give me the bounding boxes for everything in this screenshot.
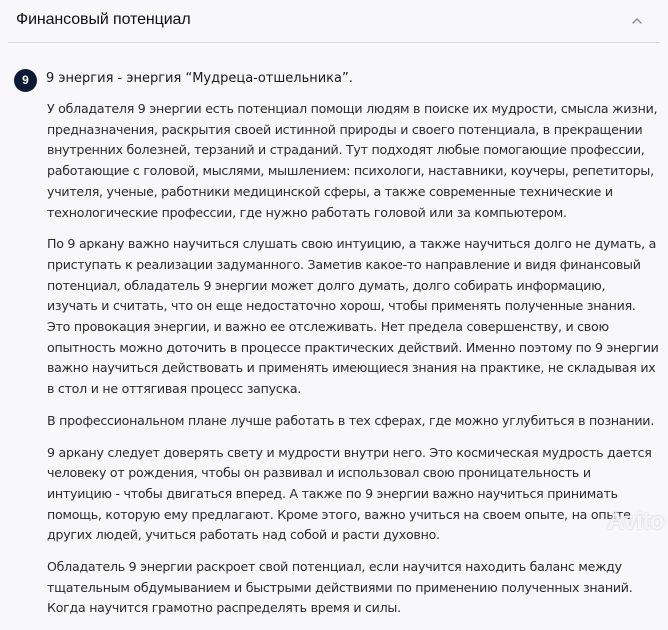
paragraph: 9 аркану следует доверять свету и мудрости внутри него. Это космическая мудрость дается человеку от рождения, чтобы он развивал и использовал свою проницательность и интуицию - чтобы двигаться вперед. А также по 9 энергии важно научиться принимать помощь, которую ему предлагают. Кроме этого, важно учиться на своем опыте, на опыте других людей, учиться работать над собой и расти духовно. [47,444,652,543]
accordion-title: Финансовый потенциал [16,11,191,28]
accordion-header-financial-potential[interactable] [8,0,660,43]
paragraph: В профессиональном плане лучше работать в тех сферах, где можно углубиться в познании. [47,412,654,428]
energy-title: 9 энергия - энергия “Мудреца-отшельника”. [46,71,353,86]
number-badge: 9 [14,69,37,92]
paragraph: Обладатель 9 энергии раскроет свой потенциал, если научится находить баланс между тщательным обдумыванием и быстрыми действиями по применению полученных знаний. Когда научится грамотно распределять время и силы. [47,559,633,616]
paragraph: У обладателя 9 энергии есть потенциал помощи людям в поиске их мудрости, смысла жизни, предназначения, раскрытия своей истинной природы и своего потенциала, в прекращении внутренних болезней, терзаний и страданий. Тут подходят любые помогающие профессии, работающие с головой, мыслями, мышлением: психологи, наставники, коучеры, репетиторы, учителя, ученые, работники медицинской сферы, а также современные технические и технологические профессии, где нужно работать головой или за компьютером. [47,101,658,220]
description-body [47,99,659,630]
chevron-up-icon[interactable] [630,13,644,27]
avito-watermark: Avito [607,508,664,535]
paragraph: По 9 аркану важно научиться слушать свою интуицию, а также научиться долго не думать, а приступать к реализации задуманного. Заметив какое-то направление и видя финансовый потенциал, обладатель 9 энергии может долго думать, долго собирать информацию, изучать и считать, что он еще недостаточно хорош, чтобы применять полученные знания. Это провокация энергии, и важно ее отслеживать. Нет предела совершенству, и свою опытность можно доточить в процессе практических действий. Именно поэтому по 9 энергии важно научиться действовать и применять имеющиеся знания на практике, не складывая их в стол и не оттягивая процесс запуска. [47,236,659,397]
